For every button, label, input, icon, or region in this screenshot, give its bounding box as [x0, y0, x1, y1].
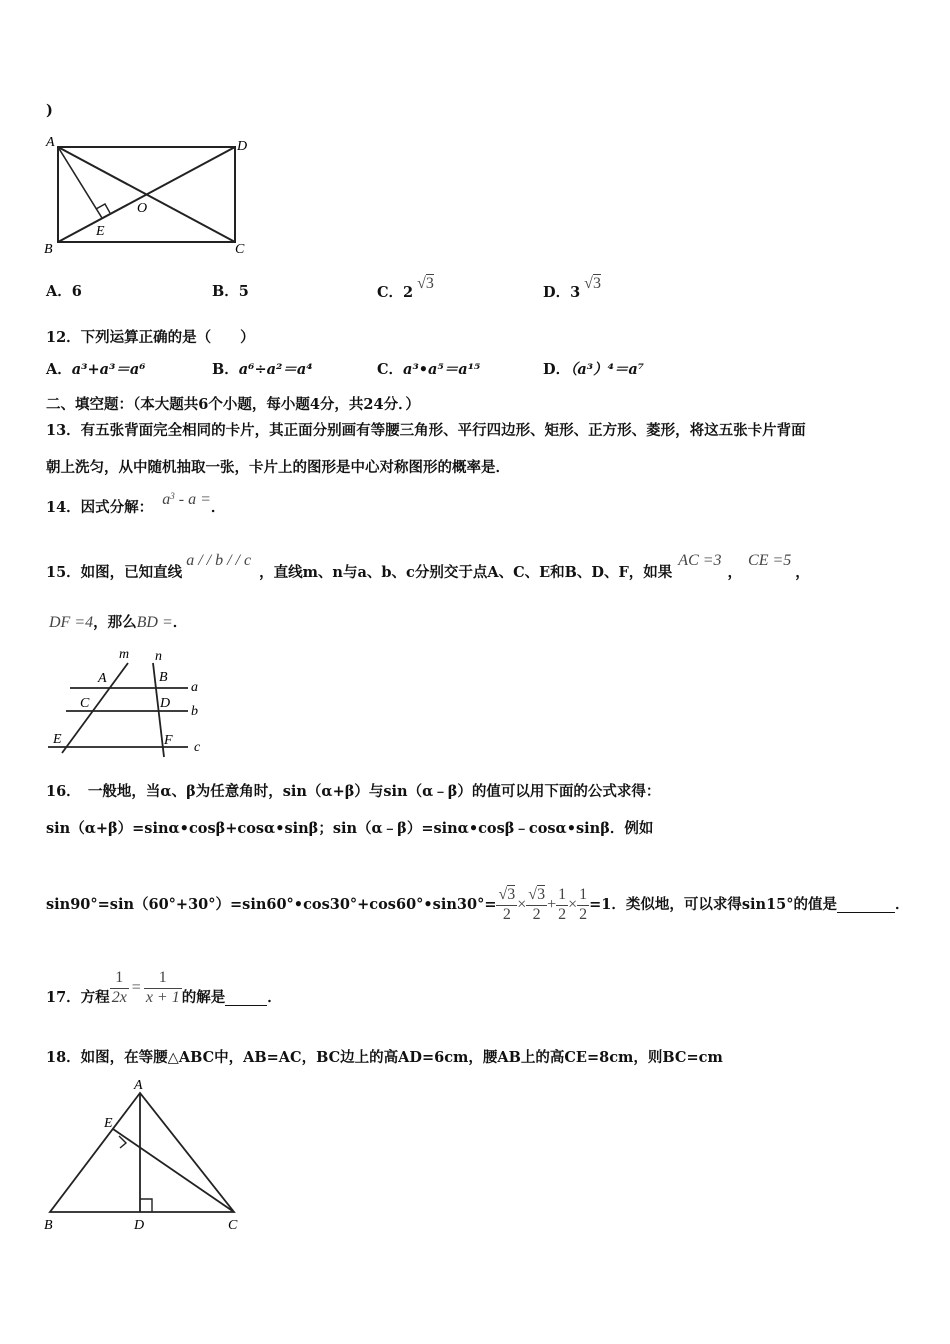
q11-fragment: ): [46, 102, 53, 119]
label-c: C: [228, 1218, 238, 1233]
q13-line2: 朝上洗匀，从中随机抽取一张，卡片上的图形是中心对称图形的概率是．: [46, 459, 510, 476]
q11-option-b[interactable]: B．5: [212, 283, 249, 300]
option-d-prefix: D．3: [543, 284, 581, 301]
option-c-prefix: C．2: [377, 284, 414, 301]
q12-option-a[interactable]: A．a³+a³＝a⁶: [46, 361, 146, 378]
fraction-1-over-2: $\frac{1}{2}$: [579, 886, 588, 923]
label-d: D: [237, 139, 248, 154]
label-a: A: [46, 135, 55, 150]
label-n: n: [155, 649, 162, 664]
fraction-sqrt3-over-2: $\frac{√3}{2}$: [498, 886, 516, 923]
label-e: E: [104, 1116, 113, 1131]
q16-line3: sin90°=sin（60°+30°）=sin60°•cos30°+cos60°•sin30°= $\frac{√3}{2}$ × $\frac{√3}{2}$ + $\frac{1}{2}$ × $\frac{1}{2}$ =1．类似地，可以求得sin15°的值是 ．: [46, 886, 910, 923]
label-e-point: E: [53, 732, 62, 747]
q16-line1: 16． 一般地，当α、β为任意角时，sin（α+β）与sin（α﹣β）的值可以用下面的公式求得：: [46, 783, 661, 800]
q14: 14．因式分解： $a^3$ - a =．: [46, 491, 226, 516]
label-e: E: [96, 224, 105, 239]
label-b: B: [44, 1218, 53, 1233]
label-c: C: [235, 242, 245, 257]
label-b-point: B: [159, 670, 168, 685]
q11-option-a[interactable]: A．6: [46, 283, 82, 300]
q11-option-c[interactable]: [377, 275, 434, 301]
q13-line1: 13．有五张背面完全相同的卡片，其正面分别画有等腰三角形、平行四边形、矩形、正方形、菱形，将这五张卡片背面: [46, 422, 806, 439]
label-d-point: D: [160, 696, 171, 711]
sqrt-symbol: √3: [584, 275, 601, 292]
right-angle-mark-d: [140, 1199, 152, 1212]
altitude-ce: [113, 1129, 234, 1212]
label-o: O: [137, 201, 148, 216]
q18-triangle-figure: [40, 1075, 250, 1235]
q15-line2: DF =4，那么BD =．: [49, 614, 188, 631]
line-m: [62, 663, 128, 753]
q12-option-b[interactable]: B．a⁶÷a²＝a⁴: [212, 361, 313, 378]
label-b: B: [44, 242, 53, 257]
q11-rectangle-figure: [40, 132, 260, 257]
q16-line2: sin（α+β）=sinα•cosβ+cosα•sinβ；sin（α﹣β）=sinα•cosβ﹣cosα•sinβ．例如: [46, 820, 654, 837]
q17: 17．方程 $\frac{1}{2x}$ = $\frac{1}{x + 1}$ 的解是 ．: [46, 969, 282, 1006]
sqrt-symbol: √3: [417, 275, 434, 292]
fraction-1-over-2: $\frac{1}{2}$: [558, 886, 567, 923]
fraction-left: $\frac{1}{2x}$: [111, 969, 127, 1006]
perpendicular-ae: [58, 147, 102, 218]
label-line-a: a: [191, 680, 198, 695]
label-line-b: b: [191, 704, 198, 719]
label-line-c: c: [194, 740, 201, 755]
q18: 18．如图，在等腰△ABC中，AB=AC，BC边上的高AD=6cm，腰AB上的高CE=8cm，则BC=cm: [46, 1049, 723, 1066]
q15-parallel-lines-figure: [40, 645, 220, 760]
label-c-point: C: [80, 696, 90, 711]
label-a: A: [134, 1078, 143, 1093]
answer-blank[interactable]: [837, 898, 895, 913]
q12-option-c[interactable]: C．a³•a⁵＝a¹⁵: [377, 361, 481, 378]
q12-stem: 12．下列运算正确的是（ ）: [46, 329, 255, 346]
section-2-heading: 二、填空题：（本大题共6个小题，每小题4分，共24分．）: [46, 396, 420, 413]
fraction-sqrt3-over-2: $\frac{√3}{2}$: [528, 886, 546, 923]
label-a-point: A: [98, 671, 107, 686]
q15-line1: 15．如图，已知直线a / / b / / c，直线m、n与a、b、c分别交于点A、C、E和B、D、F，如果AC =3，CE =5，: [46, 552, 810, 581]
fraction-right: $\frac{1}{x + 1}$: [145, 969, 180, 1006]
label-f-point: F: [164, 733, 173, 748]
label-m: m: [119, 647, 130, 662]
label-d: D: [134, 1218, 145, 1233]
q11-option-d[interactable]: [543, 275, 601, 301]
q12-option-d[interactable]: D．（a³）⁴＝a⁷: [543, 361, 645, 378]
q14-expression: $a^3$ - a =: [162, 491, 211, 508]
answer-blank[interactable]: [225, 991, 267, 1006]
